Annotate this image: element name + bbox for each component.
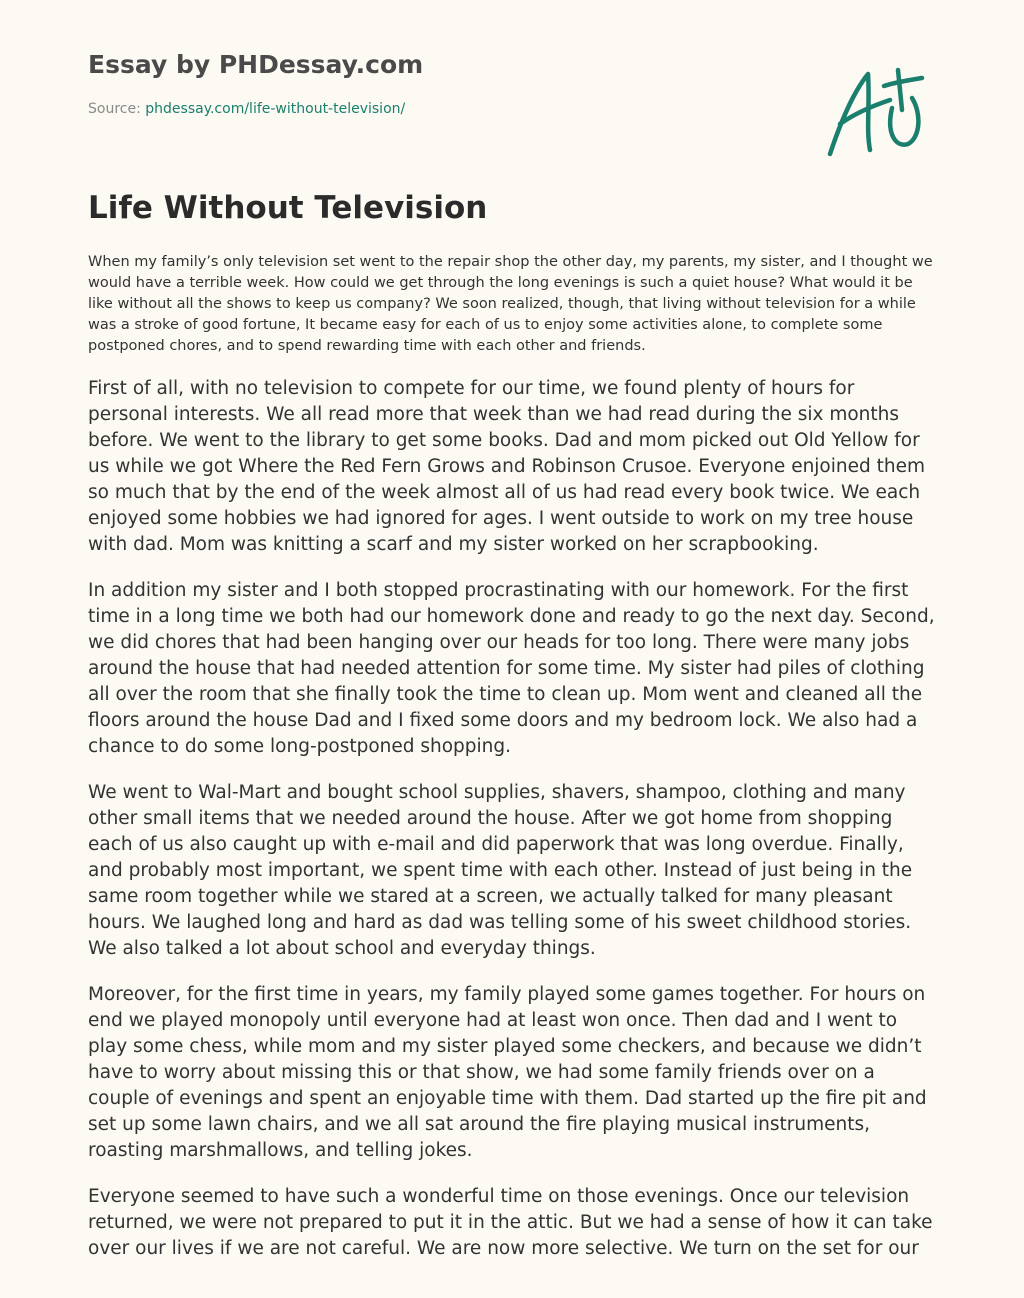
source-label: Source: (88, 101, 146, 117)
body-paragraph: In addition my sister and I both stopped procrastinating with our homework. For the first time in a long time we both had our homework done and ready to go the next day. Second, we did chores that had been hanging over our heads for too long. There were many jobs around the house that had needed attention for some time. My sister had piles of clothing all over the room that she finally took the time to clean up. Mom went and cleaned all the floors around the house Dad and I fixed some doors and my bedroom lock. We also had a chance to do some long-postponed shopping. (88, 580, 935, 757)
intro-paragraph: When my family’s only television set went to the repair shop the other day, my parents, my sister, and I thought we would have a terrible week. How could we get through the long evenings is such a quiet house? What would it be like without all the shows to keep us company? We soon realized, though, that living without television for a while was a stroke of good fortune, It became easy for each of us to enjoy some activities alone, to complete some postponed chores, and to spend rewarding time with each other and friends. (88, 254, 933, 354)
body-paragraph: Everyone seemed to have such a wonderful time on those evenings. Once our television returned, we were not prepared to put it in the attic. But we had a sense of how it can take over our lives if we are not careful. We are now more selective. We turn on the set for our (88, 1186, 933, 1259)
essay-body (88, 376, 940, 1282)
brand-title: Essay by PHDessay.com (88, 50, 424, 79)
source-line (88, 101, 405, 117)
source-link[interactable]: phdessay.com/life-without-television/ (145, 101, 406, 117)
body-paragraph: We went to Wal-Mart and bought school supplies, shavers, shampoo, clothing and many other small items that we needed around the house. After we got home from shopping each of us also caught up with e-mail and did paperwork that was long overdue. Finally, and probably most important, we spent time with each other. Instead of just being in the same room together while we stared at a screen, we actually talked for many pleasant hours. We laughed long and hard as dad was telling some of his sweet childhood stories. We also talked a lot about school and everyday things. (88, 782, 913, 959)
essay-title: Life Without Television (88, 190, 488, 226)
a-plus-logo-icon (826, 64, 926, 160)
body-paragraph: Moreover, for the first time in years, my family played some games together. For hours on end we played monopoly until everyone had at least won once. Then dad and I went to play some chess, while mom and my sister played some checkers, and because we didn’t have to worry about missing this or that show, we had some family friends over on a couple of evenings and spent an enjoyable time with them. Dad started up the fire pit and set up some lawn chairs, and we all sat around the fire playing musical instruments, roasting marshmallows, and telling jokes. (88, 984, 927, 1161)
body-paragraph: First of all, with no television to compete for our time, we found plenty of hours for personal interests. We all read more that week than we had read during the six months before. We went to the library to get some books. Dad and mom picked out Old Yellow for us while we got Where the Red Fern Grows and Robinson Crusoe. Everyone enjoined them so much that by the end of the week almost all of us had read every book twice. We each enjoyed some hobbies we had ignored for ages. I went outside to work on my tree house with dad. Mom was knitting a scarf and my sister worked on her scrapbooking. (88, 378, 926, 555)
